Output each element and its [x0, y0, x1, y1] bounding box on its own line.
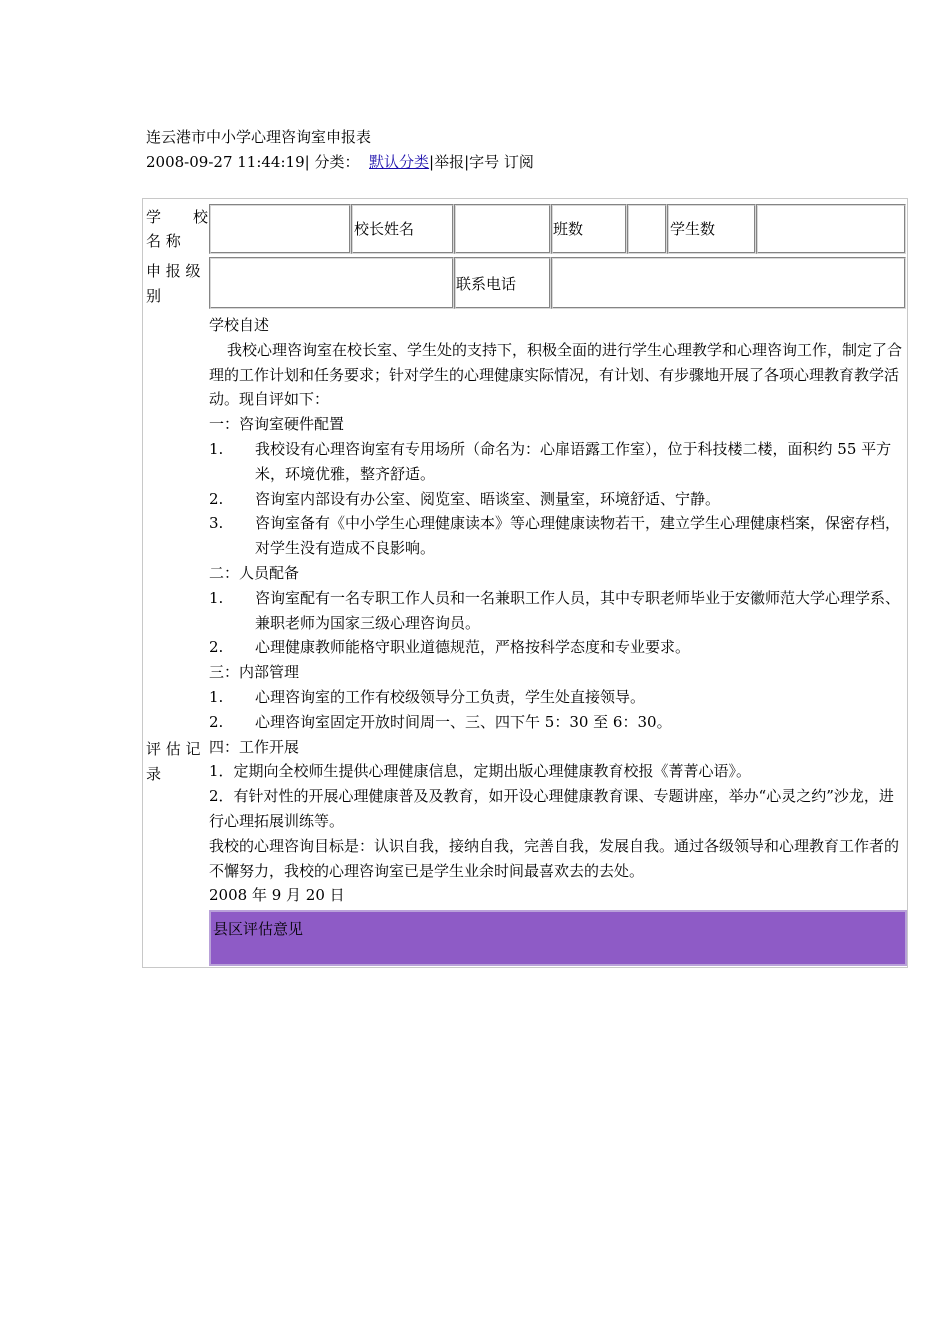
- post-meta: [146, 151, 534, 173]
- classes-input-cell[interactable]: [627, 204, 667, 254]
- page-title: 连云港市中小学心理咨询室申报表: [146, 128, 372, 146]
- list-item: 2. 咨询室内部设有办公室、阅览室、晤谈室、测量室，环境舒适、宁静。: [209, 489, 721, 508]
- principal-label: 校长姓名: [354, 220, 415, 238]
- category-label: 分类：: [314, 153, 360, 171]
- list-item: 2. 心理咨询室固定开放时间周一、三、四下午 5：30 至 6：30。: [209, 712, 672, 731]
- list-item: 1. 我校设有心理咨询室有专用场所（命名为：心扉语露工作室），位于科技楼二楼，面积约 55 平方米，环境优雅，整齐舒适。: [209, 439, 892, 483]
- list-item: 2. 心理健康教师能格守职业道德规范，严格按科学态度和专业要求。: [209, 638, 691, 657]
- classes-label: 班数: [553, 220, 584, 238]
- list-item: 1. 心理咨询室的工作有校级领导分工负责，学生处直接领导。: [209, 687, 646, 706]
- section-work-heading: 四：工作开展: [209, 737, 300, 756]
- principal-input-cell[interactable]: [454, 204, 551, 254]
- list-item: 1. 咨询室配有一名专职工作人员和一名兼职工作人员，其中专职老师毕业于安徽师范大学心理学系、兼职老师为国家三级心理咨询员。: [209, 588, 901, 632]
- meta-actions[interactable]: |举报|字号 订阅: [429, 153, 534, 171]
- section-management-heading: 三：内部管理: [209, 663, 300, 682]
- county-opinion-field[interactable]: [209, 910, 907, 966]
- evaluation-record-label: 评 估 记: [146, 740, 201, 758]
- students-input-cell[interactable]: [756, 204, 906, 254]
- goal-paragraph: 我校的心理咨询目标是：认识自我，接纳自我，完善自我，发展自我。通过各级领导和心理教育工作者的不懈努力，我校的心理咨询室已是学生业余时间最喜欢去的去处。: [209, 836, 900, 880]
- phone-label: 联系电话: [456, 275, 517, 293]
- evaluation-record-label-line2: 录: [146, 765, 162, 783]
- level-input-cell[interactable]: [209, 257, 454, 309]
- section-hardware-heading: 一：咨询室硬件配置: [209, 415, 345, 434]
- section-staff-heading: 二：人员配备: [209, 563, 300, 582]
- intro-paragraph: 我校心理咨询室在校长室、学生处的支持下，积极全面的进行学生心理教学和心理咨询工作，制定了合理的工作计划和任务要求；针对学生的心理健康实际情况，有计划、有步骤地开展了各项心理教育教学活动。现自评如下：: [209, 340, 903, 409]
- students-label: 学生数: [670, 220, 716, 238]
- county-opinion-label: 县区评估意见: [213, 920, 304, 938]
- post-date: 2008-09-27 11:44:19|: [146, 153, 310, 171]
- statement-date: 2008 年 9 月 20 日: [209, 886, 345, 905]
- list-item: 2．有针对性的开展心理健康普及及教育，如开设心理健康教育课、专题讲座，举办“心灵之约”沙龙，进行心理拓展训练等。: [209, 787, 894, 830]
- school-name-input-cell[interactable]: [209, 204, 351, 254]
- self-statement: [209, 313, 908, 908]
- level-label-line2: 别: [146, 287, 162, 305]
- list-item: 3. 咨询室备有《中小学生心理健康读本》等心理健康读物若干，建立学生心理健康档案，保密存档，对学生没有造成不良影响。: [209, 514, 901, 558]
- school-name-label-line2: 名 称: [146, 232, 181, 250]
- list-item: 1．定期向全校师生提供心理健康信息，定期出版心理健康教育校报《菁菁心语》。: [209, 762, 752, 781]
- school-name-label: 学 校: [146, 208, 208, 226]
- phone-input-cell[interactable]: [551, 257, 906, 309]
- category-link[interactable]: 默认分类: [369, 153, 430, 171]
- self-statement-heading: 学校自述: [209, 316, 270, 334]
- level-label: 申 报 级: [146, 262, 201, 280]
